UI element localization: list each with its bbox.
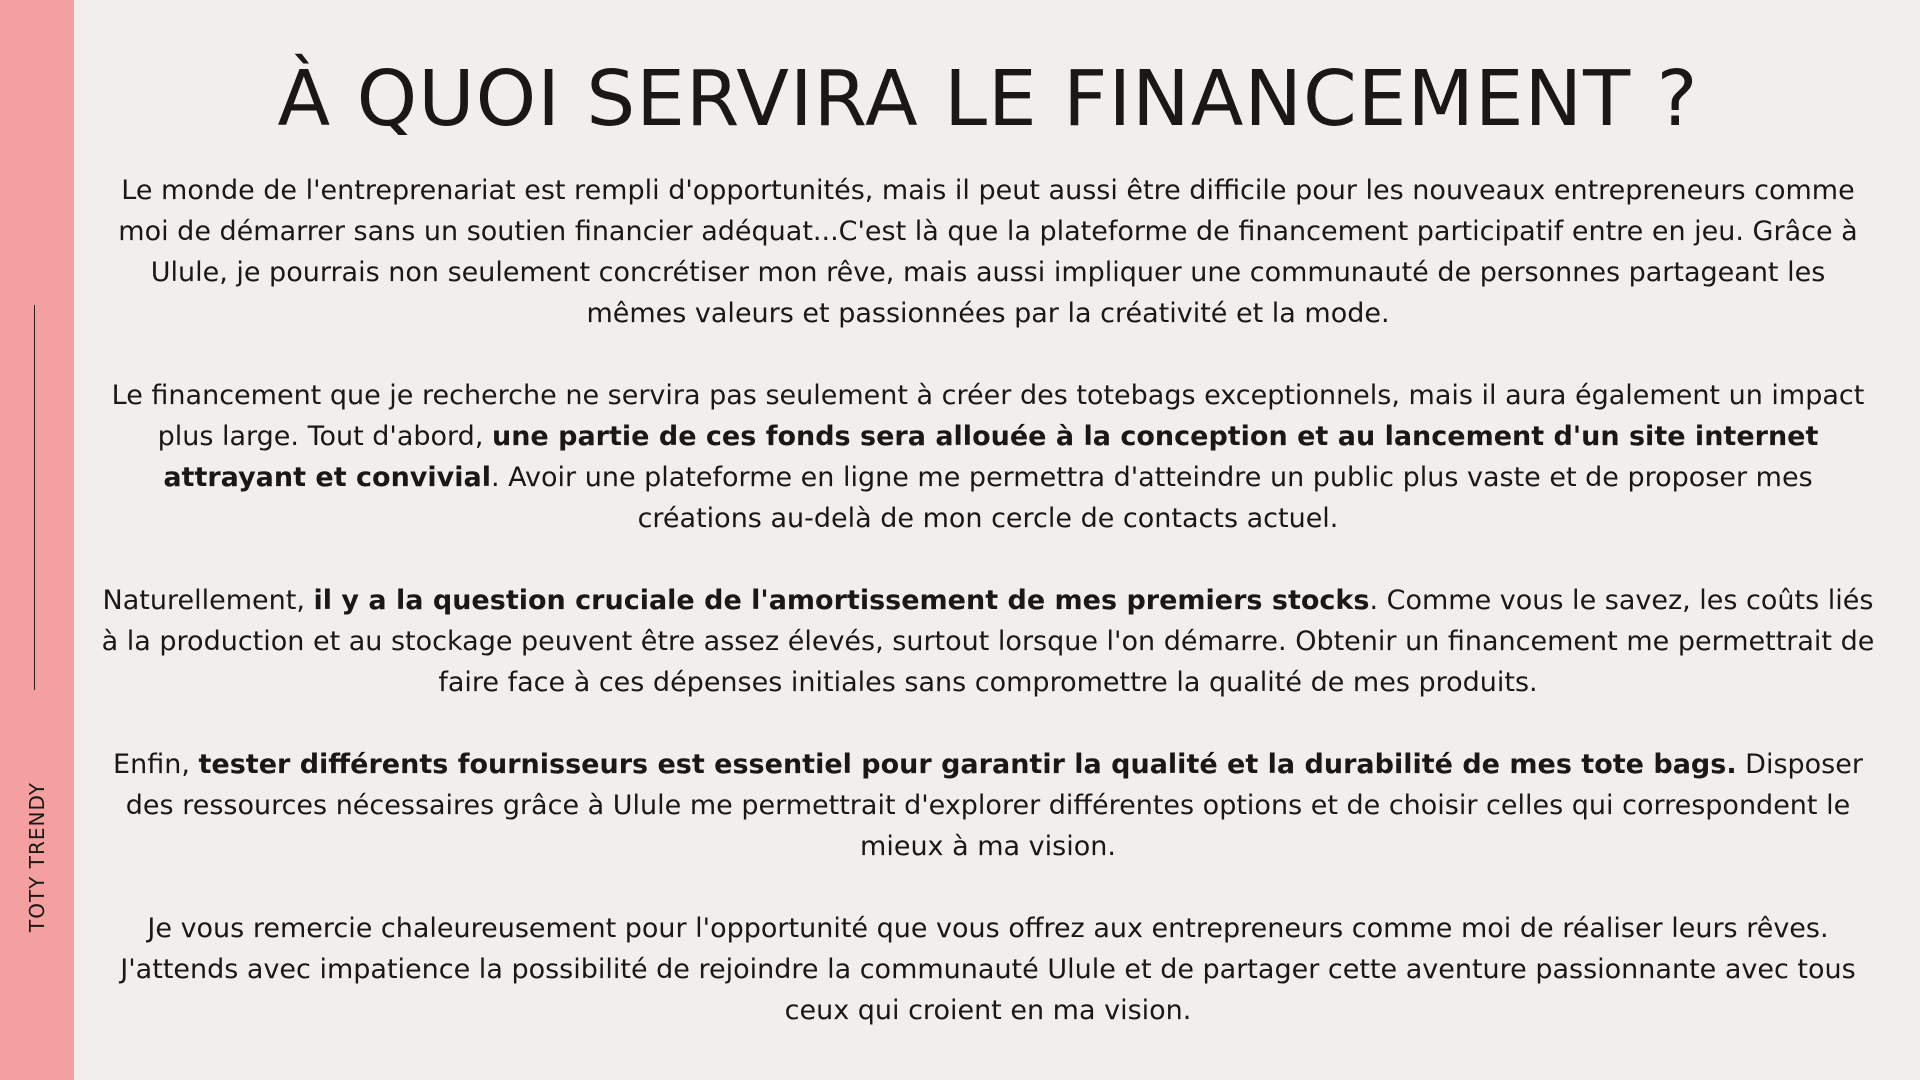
paragraph-text: . Avoir une plateforme en ligne me permettra d'atteindre un public plus vaste et de proposer mes créations au-delà de mon cercle de contacts actuel. [491,462,1813,534]
paragraph-highlight: il y a la question cruciale de l'amortissement de mes premiers stocks [313,585,1370,616]
paragraph-highlight: une partie de ces fonds sera allouée à la conception et au lancement d'un site internet attrayant et convivial [163,421,1819,493]
paragraph-text: Disposer des ressources nécessaires grâce à Ulule me permettrait d'explorer différentes options et de choisir celles qui correspondent le mieux à ma vision. [125,749,1863,862]
paragraph-highlight: tester différents fournisseurs est essentiel pour garantir la qualité et la durabilité de mes tote bags. [198,749,1737,780]
paragraph-text: . Comme vous le savez, les coûts liés à la production et au stockage peuvent être assez élevés, surtout lorsque l'on démarre. Obtenir un financement me permettrait de faire face à ces dépenses initiales sans compromettre la qualité de mes produits. [101,585,1875,698]
paragraph-text: Le financement que je recherche ne servira pas seulement à créer des totebags exceptionnels, mais il aura également un impact plus large. Tout d'abord, [111,380,1865,452]
paragraph-text: Je vous remercie chaleureusement pour l'opportunité que vous offrez aux entrepreneurs comme moi de réaliser leurs rêves. J'attends avec impatience la possibilité de rejoindre la communauté Ulule et de partager cette aventure passionnante avec tous ceux qui croient en ma vision. [120,913,1856,1026]
paragraph-stocks [100,580,1876,703]
sidebar [0,0,74,1080]
paragraph-text: Naturellement, [102,585,314,616]
paragraph-suppliers [100,744,1876,867]
paragraph-intro [100,170,1876,334]
paragraph-website [100,375,1876,539]
brand-name: TOTY TRENDY [25,782,49,932]
paragraph-text: Le monde de l'entreprenariat est rempli d'opportunités, mais il peut aussi être difficile pour les nouveaux entrepreneurs comme moi de démarrer sans un soutien financier adéquat...C'est là que la plateforme de financement participatif entre en jeu. Grâce à Ulule, je pourrais non seulement concrétiser mon rêve, mais aussi impliquer une communauté de personnes partageant les mêmes valeurs et passionnées par la créativité et la mode. [118,175,1858,329]
body-text [100,170,1876,1031]
main-content [100,0,1876,1072]
paragraph-thanks [100,908,1876,1031]
page-title: À QUOI SERVIRA LE FINANCEMENT ? [277,55,1699,144]
paragraph-text: Enfin, [113,749,199,780]
sidebar-divider-line [34,305,35,690]
